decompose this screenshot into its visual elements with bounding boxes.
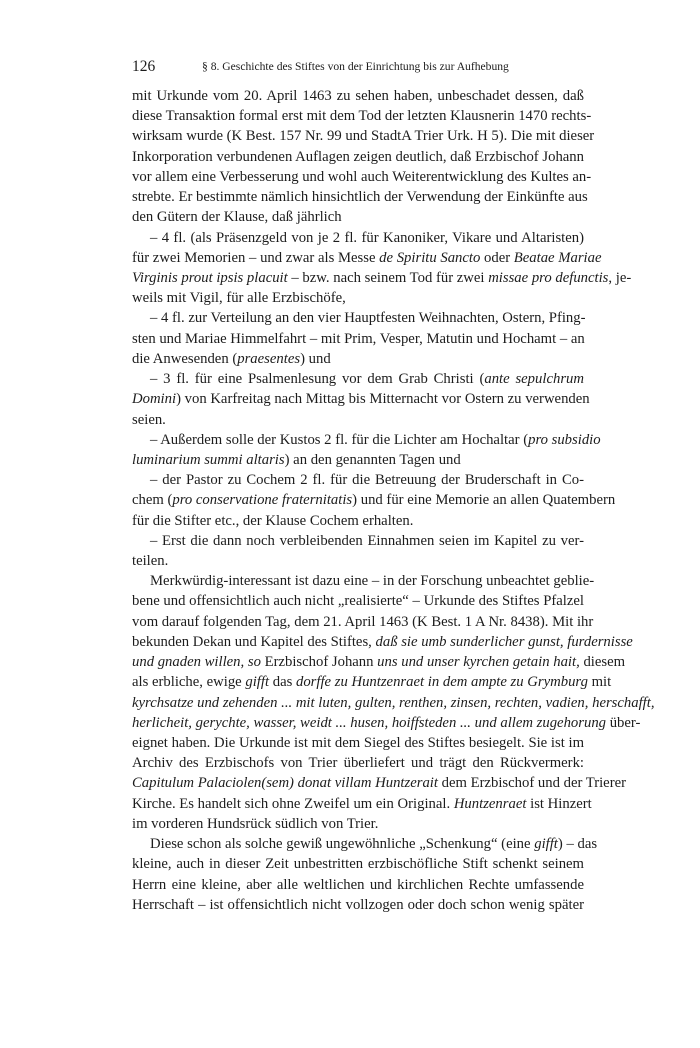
- text-line: luminarium summi altaris) an den genannten Tagen und: [132, 451, 461, 468]
- text-line: [132, 693, 655, 713]
- text-line: vom darauf folgenden Tag, dem 21. April 1463 (K Best. 1 A Nr. 8438). Mit ihr: [132, 613, 594, 630]
- page-header: [132, 58, 584, 78]
- text-line: chem (pro conservatione fraternitatis) und für eine Memorie an allen Quatembern: [132, 492, 616, 509]
- text-line: – 4 fl. zur Verteilung an den vier Hauptfesten Weihnachten, Ostern, Pfing-: [150, 310, 586, 327]
- running-title: § 8. Geschichte des Stiftes von der Einrichtung bis zur Aufhebung: [202, 60, 509, 73]
- text-line: mit Urkunde vom 20. April 1463 zu sehen haben, unbeschadet dessen, daß: [132, 88, 584, 104]
- italic-phrase: luminarium summi altaris: [132, 451, 285, 468]
- italic-phrase: Huntzenraet: [453, 795, 527, 812]
- text-line: im vorderen Hundsrück südlich von Trier.: [132, 815, 379, 832]
- text-line: – der Pastor zu Cochem 2 fl. für die Betreuung der Bruderschaft in Co-: [150, 472, 584, 489]
- text-line: bekunden Dekan und Kapitel des Stiftes, daß sie umb sunderlicher gunst, furdernisse: [132, 633, 633, 650]
- text-line: Kirche. Es handelt sich ohne Zweifel um ein Original. Huntzenraet ist Hinzert: [132, 795, 592, 812]
- text-line: – Außerdem solle der Kustos 2 fl. für die Lichter am Hochaltar (pro subsidio: [150, 431, 601, 448]
- italic-phrase: uns und unser kyrchen getain hait,: [377, 654, 580, 671]
- italic-phrase: ante sepulchrum: [484, 371, 584, 388]
- italic-phrase: herlicheit, gerychte, wasser, weidt ... husen, hoiffsteden ... und allem zugehorung: [132, 714, 607, 731]
- italic-phrase: missae pro defunctis: [488, 269, 609, 286]
- text-line: teilen.: [132, 553, 169, 570]
- italic-phrase: gifft: [245, 674, 270, 691]
- page-number: 126: [132, 58, 156, 75]
- text-line: Virginis prout ipsis placuit – bzw. nach seinem Tod für zwei missae pro defunctis, je-: [132, 269, 632, 286]
- text-line: Herrn eine kleine, aber alle weltlichen und kirchlichen Rechte umfassende: [132, 876, 584, 893]
- text-line: kleine, auch in dieser Zeit unbestritten erzbischöfliche Stift schenkt seinem: [132, 856, 584, 873]
- italic-phrase: gifft: [534, 836, 558, 853]
- text-line: herlicheit, gerychte, wasser, weidt ... husen, hoiffsteden ... und allem zugehorung über-: [132, 714, 641, 731]
- text-line: – 4 fl. (als Präsenzgeld von je 2 fl. für Kanoniker, Vikare und Altaristen): [150, 229, 584, 246]
- text-line: diese Transaktion formal erst mit dem Tod der letzten Klausnerin 1470 rechts-: [132, 108, 592, 125]
- italic-phrase: kyrchsatze und zehenden ... mit luten, gulten, renthen, zinsen, rechten, vadien, herschafft,: [132, 694, 655, 711]
- text-line: Merkwürdig-interessant ist dazu eine – in der Forschung unbeachtet geblie-: [150, 573, 595, 590]
- italic-phrase: Beatae Mariae: [513, 249, 602, 266]
- italic-phrase: praesentes: [237, 350, 301, 367]
- text-line: – 3 fl. für eine Psalmenlesung vor dem Grab Christi (ante sepulchrum: [150, 371, 584, 388]
- text-line: Capitulum Palaciolen(sem) donat villam Huntzerait dem Erzbischof und der Trierer: [132, 775, 627, 792]
- text-line: die Anwesenden (praesentes) und: [132, 350, 331, 367]
- text-line: sten und Mariae Himmelfahrt – mit Prim, Vesper, Matutin und Hochamt – an: [132, 330, 585, 347]
- text-line: eignet haben. Die Urkunde ist mit dem Siegel des Stiftes besiegelt. Sie ist im: [132, 735, 584, 751]
- text-line: Archiv des Erzbischofs von Trier überliefert und trägt den Rückvermerk:: [132, 755, 584, 772]
- text-line: für zwei Memorien – und zwar als Messe de Spiritu Sancto oder Beatae Mariae: [132, 249, 602, 266]
- italic-phrase: dorffe zu Huntzenraet in dem ampte zu Grymburg: [295, 674, 588, 691]
- text-line: Inkorporation verbundenen Auflagen zeigen deutlich, daß Erzbischof Johann: [132, 148, 584, 165]
- text-line: Herrschaft – ist offensichtlich nicht vollzogen oder doch schon wenig später: [132, 896, 584, 913]
- text-line: – Erst die dann noch verbleibenden Einnahmen seien im Kapitel zu ver-: [150, 532, 584, 549]
- text-line: den Gütern der Klause, daß jährlich: [132, 209, 342, 226]
- text-line: seien.: [132, 411, 166, 428]
- italic-phrase: Virginis prout ipsis placuit: [132, 269, 288, 286]
- text-line: strebte. Er bestimmte nämlich hinsichtlich der Verwendung der Einkünfte aus: [132, 189, 588, 206]
- text-line: und gnaden willen, so Erzbischof Johann uns und unser kyrchen getain hait, diesem: [132, 654, 626, 671]
- text-line: für die Stifter etc., der Klause Cochem erhalten.: [132, 512, 414, 529]
- text-line: als erbliche, ewige gifft das dorffe zu Huntzenraet in dem ampte zu Grymburg mit: [132, 674, 612, 691]
- text-line: bene und offensichtlich auch nicht „realisierte“ – Urkunde des Stiftes Pfalzel: [132, 593, 584, 610]
- text-line: wirksam wurde (K Best. 157 Nr. 99 und StadtA Trier Urk. H 5). Die mit dieser: [132, 128, 595, 145]
- body-text: [132, 86, 655, 915]
- text-line: Domini) von Karfreitag nach Mittag bis Mitternacht vor Ostern zu verwenden: [132, 391, 590, 408]
- italic-phrase: de Spiritu Sancto: [379, 249, 481, 266]
- text-line: weils mit Vigil, für alle Erzbischöfe,: [132, 290, 346, 307]
- italic-phrase: pro subsidio: [528, 431, 601, 448]
- text-line: Diese schon als solche gewiß ungewöhnliche „Schenkung“ (eine gifft) – das: [150, 836, 598, 853]
- text-line: vor allem eine Verbesserung und wohl auch Weiterentwicklung des Kultes an-: [132, 168, 592, 185]
- italic-phrase: Capitulum Palaciolen(sem) donat villam Huntzerait: [132, 775, 438, 792]
- italic-phrase: Domini: [132, 391, 177, 408]
- italic-phrase: und gnaden willen, so: [132, 654, 261, 671]
- italic-phrase: pro conservatione fraternitatis: [172, 492, 353, 509]
- italic-phrase: daß sie umb sunderlicher gunst, furdernisse: [375, 633, 633, 650]
